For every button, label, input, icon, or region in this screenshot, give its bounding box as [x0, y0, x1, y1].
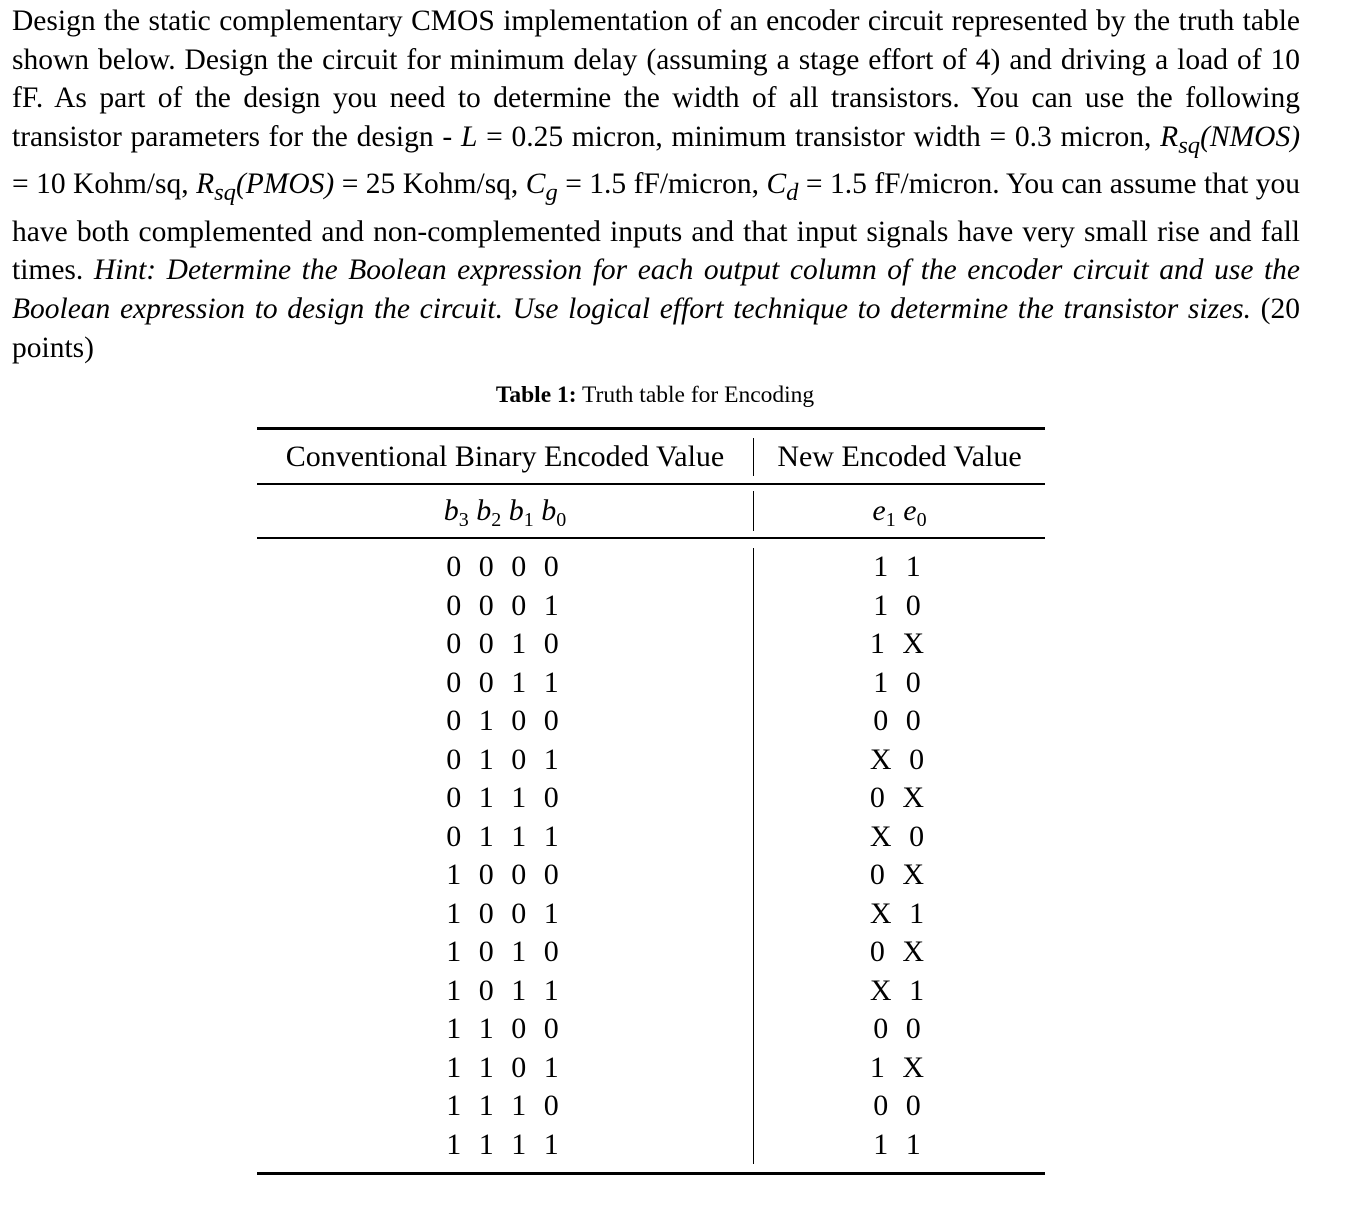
- input-variables: [257, 491, 753, 531]
- caption-text: Truth table for Encoding: [576, 382, 815, 408]
- table-row-output: 0 0: [873, 1012, 926, 1045]
- table-row-output: X 1: [869, 973, 930, 1007]
- table-row-input: 1 0 1 0: [446, 935, 564, 968]
- hint-text: Hint: Determine the Boolean expression for each output column of the encoder circuit and use the Boolean expression to design the circuit. Use logical effort technique to determine the transistor sizes.: [12, 254, 1300, 325]
- output-column: [753, 548, 1045, 1164]
- label-pmos: (PMOS): [235, 168, 335, 201]
- symbol-Cg: C: [525, 168, 546, 201]
- var-e1: $e_1$: [872, 494, 896, 531]
- table-row-input: 0 1 0 1: [446, 742, 564, 776]
- table-row-input: 0 1 1 0: [446, 781, 564, 814]
- bottom-rule: [257, 1172, 1045, 1175]
- header-row: [257, 430, 1045, 483]
- subscript-sq-pmos: sq: [214, 179, 236, 207]
- table-row-input: 1 0 0 1: [446, 896, 564, 930]
- variables-row: [257, 485, 1045, 537]
- table-row-input: 1 0 1 1: [446, 973, 564, 1007]
- symbol-R-nmos: R: [1160, 120, 1179, 153]
- var-b0: $b_0$: [541, 494, 567, 531]
- problem-text-4: = 25 Kohm/sq,: [334, 168, 526, 201]
- table-row-input: 1 1 1 1: [446, 1127, 564, 1161]
- problem-text-2: = 0.25 micron, minimum transistor width = 0.3 micron,: [477, 120, 1161, 153]
- label-nmos: (NMOS): [1200, 120, 1301, 153]
- table-row-input: 0 1 0 0: [446, 704, 564, 737]
- var-b3: $b_3$: [443, 494, 469, 531]
- truth-table: [257, 427, 1045, 1175]
- symbol-Cd: C: [766, 168, 787, 201]
- symbol-L: L: [460, 120, 478, 153]
- var-e0: $e_0$: [903, 494, 927, 531]
- header-new-encoded: New Encoded Value: [753, 438, 1045, 476]
- table-row-output: 0 0: [873, 1089, 926, 1122]
- table-row-input: 1 0 0 0: [446, 858, 564, 891]
- table-row-output: 0 0: [873, 704, 926, 737]
- subscript-sq-nmos: sq: [1178, 131, 1201, 159]
- table-row-output: 1 0: [873, 588, 926, 622]
- table-row-output: 0 X: [869, 858, 930, 891]
- caption-label: Table 1:: [495, 382, 577, 408]
- table-row-input: 1 1 0 0: [446, 1012, 564, 1045]
- table-body: [257, 539, 1045, 1172]
- problem-text-1: Design the static complementary CMOS implementation of an encoder circuit represented by the truth table shown below. Design the circuit for minimum delay (assuming a stage effort of 4) and driving a load of 10 fF. As part of the design you need to determine the width of all transistors. You can use the following transistor parameters for the design -: [12, 5, 1300, 153]
- table-caption: [0, 379, 1310, 411]
- problem-text-5: = 1.5 fF/micron,: [557, 168, 767, 201]
- table-row-output: X 0: [869, 742, 930, 776]
- table-row-input: 1 1 1 0: [446, 1089, 564, 1122]
- input-column: [257, 548, 753, 1164]
- problem-text-6: = 1.5 fF/micron. You can assume that you have both complemented and non-complemented inputs and that input signals have very small rise and fall times.: [12, 168, 1300, 287]
- subscript-g: g: [545, 179, 558, 207]
- table-row-output: 1 1: [873, 550, 926, 583]
- table-row-input: 0 0 0 1: [446, 588, 564, 622]
- var-b1: $b_1$: [508, 494, 534, 531]
- table-row-input: 0 0 0 0: [446, 550, 564, 583]
- table-row-output: 1 1: [873, 1127, 926, 1161]
- problem-statement: [12, 2, 1300, 367]
- table-row-output: 1 X: [869, 627, 930, 660]
- subscript-d: d: [786, 179, 799, 207]
- table-row-input: 1 1 0 1: [446, 1050, 564, 1084]
- points-text: (20 points): [12, 292, 1301, 364]
- table-row-output: 1 X: [869, 1050, 930, 1084]
- var-b2: $b_2$: [476, 494, 502, 531]
- problem-text-3: = 10 Kohm/sq,: [12, 168, 197, 201]
- table-row-input: 0 0 1 1: [446, 665, 564, 699]
- table-row-input: 0 0 1 0: [446, 627, 564, 660]
- table-row-output: X 1: [869, 896, 930, 930]
- table-row-output: 0 X: [869, 781, 930, 814]
- table-row-output: X 0: [869, 819, 930, 853]
- output-variables: [753, 491, 1045, 531]
- symbol-R-pmos: R: [196, 168, 215, 201]
- table-row-input: 0 1 1 1: [446, 819, 564, 853]
- header-conventional: Conventional Binary Encoded Value: [285, 439, 725, 473]
- table-row-output: 1 0: [873, 665, 926, 699]
- table-row-output: 0 X: [869, 935, 930, 968]
